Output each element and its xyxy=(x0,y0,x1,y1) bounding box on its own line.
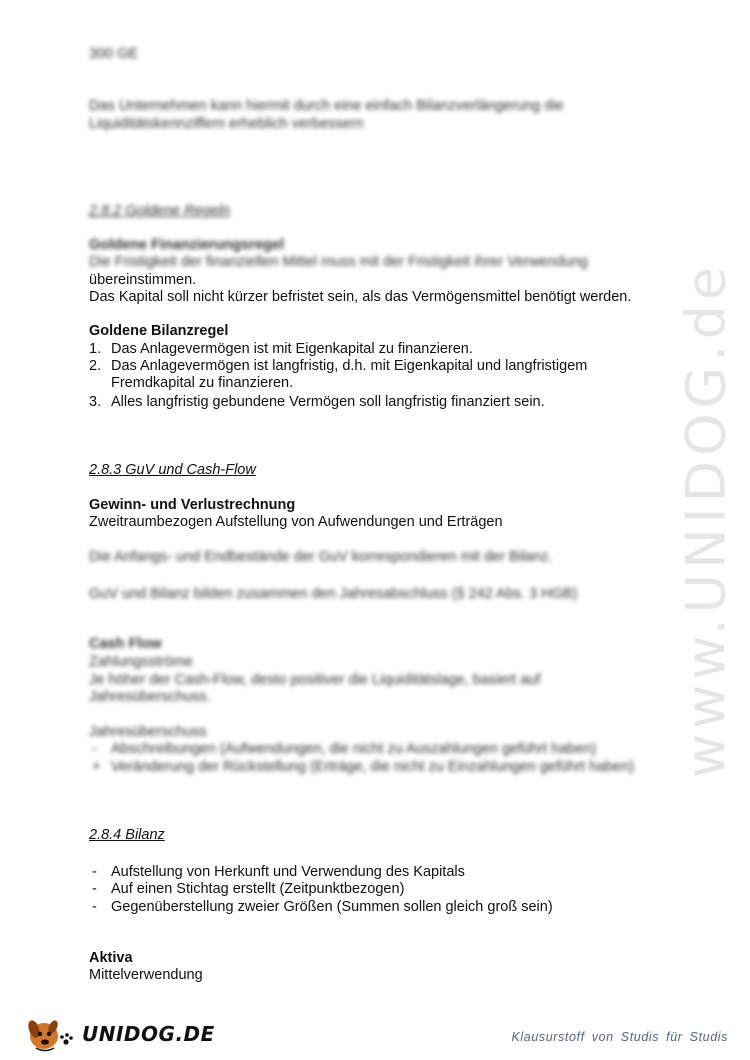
footer-tagline: Klausurstoff von Studis für Studis xyxy=(511,1030,728,1044)
blurred-text: 300 GE xyxy=(89,46,139,62)
list-item: Aufstellung von Herkunft und Verwendung des Kapitals xyxy=(111,864,465,880)
section-heading-2-8-3: 2.8.3 GuV und Cash-Flow xyxy=(89,462,256,478)
blurred-text: Je höher der Cash-Flow, desto positiver die Liquiditätslage, basiert auf xyxy=(89,672,541,688)
finanzierungsregel-line: Die Fristigkeit der finanziellen Mittel muss mit der Fristigkeit ihrer Verwendung xyxy=(89,254,588,270)
list-item: Auf einen Stichtag erstellt (Zeitpunktbezogen) xyxy=(111,881,405,897)
blurred-text: Jahresüberschuss. xyxy=(89,689,211,705)
list-item: Alles langfristig gebundene Vermögen soll langfristig finanziert sein. xyxy=(111,394,545,410)
list-number: 3. xyxy=(89,394,102,410)
dog-mascot-icon xyxy=(20,1012,80,1054)
finanzierungsregel-line: Das Kapital soll nicht kürzer befristet sein, als das Vermögensmittel benötigt werden. xyxy=(89,289,632,305)
aktiva-description: Mittelverwendung xyxy=(89,967,203,983)
guv-title: Gewinn- und Verlustrechnung xyxy=(89,497,296,513)
blurred-text: Jahresüberschuss xyxy=(89,724,207,740)
section-heading-2-8-2: 2.8.2 Goldene Regeln xyxy=(89,203,231,219)
blurred-text: Abschreibungen (Aufwendungen, die nicht zu Auszahlungen geführt haben) xyxy=(111,741,597,757)
logo-text: UNIDOG.DE xyxy=(82,1022,215,1046)
section-heading-2-8-4: 2.8.4 Bilanz xyxy=(89,827,165,843)
list-number: 1. xyxy=(89,341,102,357)
aktiva-title: Aktiva xyxy=(89,950,133,966)
list-bullet: - xyxy=(92,881,97,897)
watermark: www.UNIDOG.de xyxy=(674,261,738,779)
cashflow-title: Cash Flow xyxy=(89,636,162,652)
bilanzregel-title: Goldene Bilanzregel xyxy=(89,323,229,339)
blurred-text: Das Unternehmen kann hiermit durch eine einfach Bilanzverlängerung die xyxy=(89,98,564,114)
list-bullet: - xyxy=(92,741,97,757)
list-item: Das Anlagevermögen ist mit Eigenkapital zu finanzieren. xyxy=(111,341,473,357)
list-item: Das Anlagevermögen ist langfristig, d.h. mit Eigenkapital und langfristigem xyxy=(111,358,588,374)
blurred-text: Liquiditätskennziffern erheblich verbessern xyxy=(89,116,364,132)
list-item: Gegenüberstellung zweier Größen (Summen sollen gleich groß sein) xyxy=(111,899,553,915)
unidog-logo[interactable] xyxy=(20,1012,215,1052)
finanzierungsregel-line: übereinstimmen. xyxy=(89,272,197,288)
blurred-text: GuV und Bilanz bilden zusammen den Jahresabschluss (§ 242 Abs. 3 HGB) xyxy=(89,586,578,602)
guv-description: Zweitraumbezogen Aufstellung von Aufwendungen und Erträgen xyxy=(89,514,503,530)
list-number: 2. xyxy=(89,358,102,374)
list-item-continuation: Fremdkapital zu finanzieren. xyxy=(111,375,294,391)
blurred-text: Veränderung der Rückstellung (Erträge, die nicht zu Einzahlungen geführt haben) xyxy=(111,759,635,775)
finanzierungsregel-title: Goldene Finanzierungsregel xyxy=(89,237,284,253)
list-bullet: + xyxy=(92,759,101,775)
blurred-text: Die Anfangs- und Endbestände der GuV korrespondieren mit der Bilanz. xyxy=(89,549,553,565)
list-bullet: - xyxy=(92,864,97,880)
blurred-text: Zahlungsströme xyxy=(89,654,193,670)
list-bullet: - xyxy=(92,899,97,915)
